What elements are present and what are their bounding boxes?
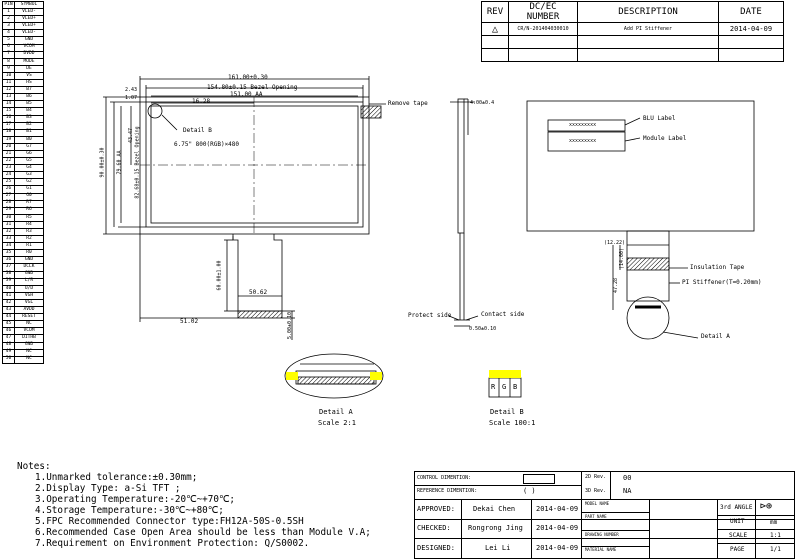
detail-b-label: Detail B — [183, 127, 212, 134]
pin-symbol: DCLK — [15, 264, 44, 271]
dim-fpc-offset: 51.02 — [180, 318, 199, 325]
note-5: 5.FPC Recommended Connector type:FH12A-50S-0.5SH — [35, 515, 304, 527]
rev-triangle-icon: △ — [482, 23, 509, 36]
dim-outline-width: 161.00±0.30 — [228, 74, 268, 81]
back-view — [527, 101, 754, 339]
pin-header: PIN — [4, 1, 13, 7]
note-7: 7.Requirement on Environment Protection: Q/S0002. — [35, 537, 310, 549]
dim-thickness: 4.00±0.4 — [470, 100, 495, 106]
dc-ec-header: DC/EC NUMBER — [509, 2, 578, 23]
pin-symbol: RESET — [15, 314, 44, 321]
pin-symbol: B6 — [15, 94, 44, 101]
pin-number: 28 — [3, 200, 15, 207]
pin-number: 23 — [3, 165, 15, 172]
pin-number: 12 — [3, 87, 15, 94]
drawing-number-label: DRAWING NUMBER — [585, 532, 619, 537]
checked-label: CHECKED: — [417, 524, 451, 532]
third-angle-projection-icon: ⊳⊕ — [760, 501, 773, 512]
pin-symbol: VLED- — [15, 9, 44, 16]
pin-symbol: B1 — [15, 129, 44, 136]
pin-number: 6 — [3, 44, 15, 51]
label-placeholder-2: xxxxxxxxx — [569, 138, 597, 144]
pin-number: 33 — [3, 236, 15, 243]
module-label: Module Label — [643, 135, 687, 142]
pin-symbol: VS — [15, 72, 44, 79]
description-header: DESCRIPTION — [578, 2, 719, 23]
pin-number: 3 — [3, 23, 15, 30]
pin-number: 8 — [3, 58, 15, 65]
approved-name: Dekai Chen — [473, 505, 516, 513]
note-4: 4.Storage Temperature:-30℃~+80℃; — [35, 504, 224, 516]
pin-symbol: R1 — [15, 243, 44, 250]
pin-number: 43 — [3, 307, 15, 314]
dim-stiffener-offset: 47.28 — [613, 277, 620, 294]
pin-number: 4 — [3, 30, 15, 37]
pin-number: 22 — [3, 158, 15, 165]
detail-b-letter-g: G — [502, 383, 507, 391]
dim-top-offset-2: 1.07 — [125, 95, 138, 101]
pin-symbol: R7 — [15, 200, 44, 207]
pin-number: 46 — [3, 328, 15, 335]
pin-number: 50 — [3, 356, 15, 363]
pin-symbol: MODE — [15, 58, 44, 65]
label-placeholder-1: xxxxxxxxx — [569, 122, 597, 128]
pin-symbol: G6 — [15, 150, 44, 157]
pin-symbol: G4 — [15, 165, 44, 172]
pin-symbol: U/D — [15, 285, 44, 292]
pin-symbol: B4 — [15, 108, 44, 115]
pin-number: 31 — [3, 221, 15, 228]
pin-number: 27 — [3, 193, 15, 200]
title-block — [414, 471, 795, 559]
blu-label: BLU Label — [643, 115, 676, 122]
note-1: 1.Unmarked tolerance:±0.30mm; — [35, 471, 198, 483]
dim-bezel-opening-width: 154.80±0.15 Bezel Opening — [207, 84, 298, 91]
dim-active-area-width: 151.00 AA — [230, 91, 263, 98]
pin-number: 48 — [3, 342, 15, 349]
approved-date: 2014-04-09 — [536, 505, 579, 513]
detail-b-scale: Scale 100:1 — [489, 419, 536, 427]
pin-number: 49 — [3, 349, 15, 356]
approved-label: APPROVED: — [417, 505, 455, 513]
revision-date: 2014-04-09 — [719, 23, 784, 36]
pin-number: 17 — [3, 122, 15, 129]
control-dimension-label: CONTROL DIMENTION: — [417, 475, 472, 481]
remove-tape-label: Remove tape — [388, 100, 428, 107]
pin-number: 10 — [3, 72, 15, 79]
pin-symbol: GND — [15, 257, 44, 264]
pin-number: 38 — [3, 271, 15, 278]
control-dimension-box — [523, 474, 555, 484]
pin-number: 7 — [3, 51, 15, 58]
dim-top-offset-1: 2.43 — [125, 87, 138, 93]
detail-b-title: Detail B — [490, 408, 524, 416]
pi-stiffener-label: PI Stiffener(T=0.20mm) — [682, 279, 762, 286]
pin-number: 34 — [3, 243, 15, 250]
detail-b-letter-b: B — [513, 383, 518, 391]
pin-symbol: VLED+ — [15, 16, 44, 23]
dim-height-outline: 90.00±0.30 — [99, 147, 106, 178]
dc-ec-number: CR/N-201404030010 — [509, 23, 578, 36]
pin-symbol: G0 — [15, 193, 44, 200]
pin-symbol: NC — [15, 356, 44, 363]
display-label: 6.75" 800(RGB)×480 — [174, 141, 240, 148]
dim-fpc-thickness: 0.50±0.10 — [469, 326, 497, 332]
date-header: DATE — [719, 2, 784, 23]
pin-symbol: R0 — [15, 250, 44, 257]
pin-symbol: GND — [15, 37, 44, 44]
pin-symbol: G3 — [15, 172, 44, 179]
contact-side-label: Contact side — [481, 311, 525, 318]
material-name-label: MATERIAL NAME — [585, 547, 617, 552]
checked-date: 2014-04-09 — [536, 524, 579, 532]
pin-number: 2 — [3, 16, 15, 23]
pin-number: 44 — [3, 314, 15, 321]
dim-active-area-height: 79.60 AA — [116, 150, 123, 175]
pin-number: 16 — [3, 115, 15, 122]
dim-bezel-opening-height: 82.68±0.15 Bezel Opening — [134, 126, 141, 199]
note-2: 2.Display Type: a-Si TFT ; — [35, 482, 181, 494]
page-value: 1/1 — [770, 546, 781, 553]
pin-symbol: R5 — [15, 214, 44, 221]
pin-number: 18 — [3, 129, 15, 136]
pin-symbol: B7 — [15, 87, 44, 94]
side-view — [449, 99, 478, 326]
reference-dimension-label: REFERENCE DIMENTION: — [417, 488, 478, 494]
designed-name: Lei Li — [485, 544, 511, 552]
pin-number: 45 — [3, 321, 15, 328]
pin-number: 9 — [3, 65, 15, 72]
detail-a-drawing — [285, 354, 383, 398]
pin-number: 21 — [3, 150, 15, 157]
pin-number: 39 — [3, 278, 15, 285]
checked-name: Rongrong Jing — [468, 524, 523, 532]
pin-number: 20 — [3, 143, 15, 150]
angle-label: 3rd ANGLE — [720, 504, 753, 511]
pin-number: 29 — [3, 207, 15, 214]
pin-number: 15 — [3, 108, 15, 115]
dim-fpc-pitch: 5.00±0.10 — [287, 311, 294, 340]
notes-title: Notes: — [17, 461, 51, 472]
designed-label: DESIGNED: — [417, 544, 455, 552]
pin-number: 37 — [3, 264, 15, 271]
pin-symbol: R4 — [15, 221, 44, 228]
dim-stiffener-length: (14.00) — [619, 247, 626, 270]
pin-symbol: VLED- — [15, 30, 44, 37]
pin-symbol: GND — [15, 271, 44, 278]
pin-symbol: G2 — [15, 179, 44, 186]
pin-symbol: G5 — [15, 158, 44, 165]
pin-symbol: DITHB — [15, 335, 44, 342]
pin-number: 5 — [3, 37, 15, 44]
pin-symbol: DVDD — [15, 51, 44, 58]
detail-b-letter-r: R — [491, 383, 496, 391]
pin-number: 25 — [3, 179, 15, 186]
pin-symbol: G1 — [15, 186, 44, 193]
pin-symbol: L/R — [15, 278, 44, 285]
pin-symbol: NC — [15, 349, 44, 356]
unit-value: mm — [770, 519, 778, 526]
pin-number: 30 — [3, 214, 15, 221]
note-3: 3.Operating Temperature:-20℃~+70℃; — [35, 493, 235, 505]
detail-a-title: Detail A — [319, 408, 353, 416]
designed-date: 2014-04-09 — [536, 544, 579, 552]
model-name-label: MODEL NAME — [585, 501, 610, 506]
pin-number: 26 — [3, 186, 15, 193]
pin-number: 35 — [3, 250, 15, 257]
pin-symbol: VGH — [15, 292, 44, 299]
pin-symbol: HS — [15, 80, 44, 87]
notes — [17, 462, 371, 550]
pin-symbol: GND — [15, 342, 44, 349]
pin-number: 24 — [3, 172, 15, 179]
rev-header: REV — [482, 2, 509, 23]
pin-symbol: DE — [15, 65, 44, 72]
insulation-tape-label: Insulation Tape — [690, 264, 745, 271]
pin-number: 13 — [3, 94, 15, 101]
pin-number: 40 — [3, 285, 15, 292]
detail-a-label: Detail A — [701, 333, 730, 340]
pin-symbol: VLED+ — [15, 23, 44, 30]
pin-number: 19 — [3, 136, 15, 143]
note-6: 6.Recommended Case Open Area should be less than Module V.A; — [35, 526, 371, 538]
unit-label: UNIT — [730, 518, 745, 525]
rev-2d-label: 2D Rev. — [585, 474, 607, 480]
rev-3d-value: NA — [623, 487, 632, 495]
pin-symbol: B5 — [15, 101, 44, 108]
pin-number: 32 — [3, 229, 15, 236]
pin-symbol: R2 — [15, 236, 44, 243]
pin-symbol: B0 — [15, 136, 44, 143]
rev-2d-value: 00 — [623, 474, 632, 482]
scale-value: 1:1 — [770, 532, 781, 539]
pin-number: 42 — [3, 299, 15, 306]
page-label: PAGE — [730, 546, 745, 553]
dim-fpc-width: 50.62 — [249, 289, 268, 296]
dim-fpc-length: 60.00±1.00 — [216, 260, 223, 291]
revision-description: Add PI Stiffener — [578, 23, 719, 36]
dim-half-height: 43.47 — [128, 127, 135, 144]
symbol-header: SYMBOL — [15, 2, 44, 9]
part-name-label: PART NAME — [585, 514, 607, 519]
detail-a-scale: Scale 2:1 — [318, 419, 356, 427]
protect-side-label: Protect side — [408, 312, 452, 319]
pin-symbol: VGL — [15, 299, 44, 306]
pin-symbol: VCOM — [15, 328, 44, 335]
pin-symbol: R3 — [15, 229, 44, 236]
pin-number: 36 — [3, 257, 15, 264]
pin-symbol: R6 — [15, 207, 44, 214]
dim-stiffener-width: (12.22) — [604, 240, 626, 246]
pin-number: 41 — [3, 292, 15, 299]
pin-symbol: B2 — [15, 122, 44, 129]
pin-symbol: G7 — [15, 143, 44, 150]
pin-symbol: VCOM — [15, 44, 44, 51]
pin-number: 14 — [3, 101, 15, 108]
scale-label: SCALE — [729, 532, 748, 539]
reference-dimension-value: ( ) — [523, 487, 536, 495]
pin-number: 1 — [3, 9, 15, 16]
pin-symbol: NC — [15, 321, 44, 328]
pin-symbol: AVDD — [15, 307, 44, 314]
pin-symbol: B3 — [15, 115, 44, 122]
rev-3d-label: 3D Rev. — [585, 488, 607, 494]
pin-number: 11 — [3, 80, 15, 87]
pin-number: 47 — [3, 335, 15, 342]
dim-half-width: 16.28 — [192, 98, 211, 105]
